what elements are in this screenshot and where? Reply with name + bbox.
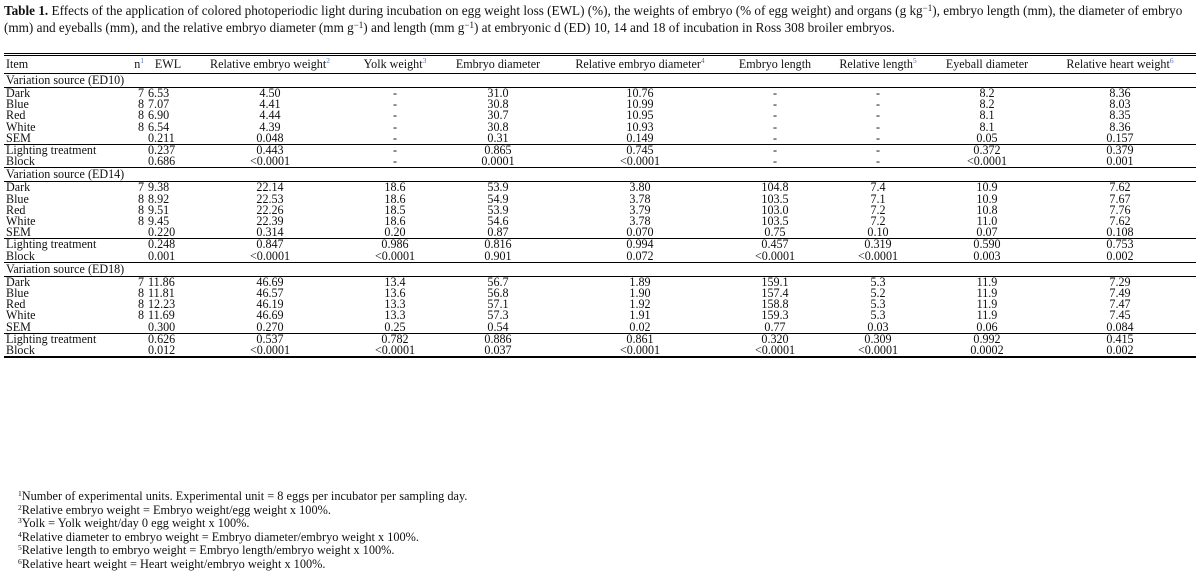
stats-row	[4, 145, 1196, 157]
table-cell: 8.1	[979, 108, 995, 123]
table-cell: 158.8	[761, 297, 789, 312]
table-cell	[122, 251, 146, 263]
stats-row	[4, 251, 1196, 263]
table-cell: 6.53	[148, 86, 170, 100]
table-cell: 0.87	[487, 225, 509, 240]
caption-text: Effects of the application of colored photoperiodic light during incubation on egg weight loss (EWL) (%), the weights of embryo (% of egg weight) and organs (g kg	[48, 3, 923, 18]
table-cell: -	[772, 130, 778, 145]
table-cell: 0.06	[976, 319, 998, 334]
table-cell: 0.07	[976, 225, 998, 240]
table-cell: 10.8	[976, 202, 998, 217]
table-row	[4, 122, 1196, 133]
table-cell: 0.072	[626, 248, 654, 263]
table-cell: <0.0001	[966, 154, 1008, 169]
column-header: Embryo diameter	[455, 57, 541, 71]
table-cell: 7.45	[1109, 308, 1131, 323]
table-cell: 0.847	[190, 239, 350, 251]
table-cell: 7.47	[1109, 297, 1131, 312]
table-cell: 30.8	[487, 97, 509, 112]
table-cell: 8.2	[979, 97, 995, 112]
table-cell: 1.90	[629, 286, 651, 301]
table-header-row	[4, 55, 1196, 74]
table-cell: 0.590	[930, 239, 1044, 251]
table-cell: 0.10	[867, 225, 889, 240]
table-cell: 0.0001	[481, 154, 515, 169]
table-cell: -	[724, 145, 826, 157]
table-cell: 1.89	[629, 274, 651, 289]
table-cell: 0.379	[1044, 145, 1196, 157]
table-cell: 103.5	[761, 214, 789, 229]
table-cell	[122, 239, 146, 251]
table-cell: 57.3	[487, 308, 509, 323]
table-cell: 103.0	[761, 202, 789, 217]
table-cell: 9.45	[148, 214, 170, 229]
table-cell: Block	[6, 248, 35, 263]
table-cell: 7.07	[148, 97, 170, 112]
table-cell: 18.6	[384, 180, 406, 195]
table-cell: -	[875, 86, 881, 100]
table-cell: 11.86	[148, 274, 175, 289]
table-row	[4, 288, 1196, 299]
footnote: $^1$Number of experimental units. Experimental unit = 8 eggs per incubator per sampling day.	[18, 489, 468, 503]
footnote: $^3$Yolk = Yolk weight/day 0 egg weight x 100%.	[18, 516, 250, 531]
table-cell: -	[826, 145, 930, 157]
table-cell: 8	[137, 108, 144, 123]
table-cell: 12.23	[148, 297, 176, 312]
table-cell: 5.3	[870, 308, 886, 323]
table-cell: -	[350, 145, 440, 157]
table-cell: 7.2	[870, 214, 886, 229]
table-cell: 11.81	[148, 286, 175, 301]
table-cell: -	[772, 119, 778, 134]
table-cell: 30.7	[487, 108, 509, 123]
table-cell: 13.3	[384, 297, 406, 312]
table-body	[4, 74, 1196, 358]
table-cell: 46.69	[256, 308, 284, 323]
table-cell: Dark	[6, 180, 31, 195]
table-cell: 8.03	[1109, 97, 1131, 112]
table-cell: 0.001	[148, 248, 176, 263]
table-cell: 7	[137, 274, 144, 289]
table-cell: 54.6	[487, 214, 509, 229]
table-cell: 46.57	[256, 286, 284, 301]
table-cell	[122, 227, 146, 239]
table-cell: <0.0001	[754, 248, 796, 263]
table-cell: 0.002	[1044, 345, 1196, 357]
table-cell: Lighting treatment	[4, 145, 122, 157]
column-header: Item	[6, 57, 29, 71]
table-cell: 0.084	[1106, 319, 1134, 334]
footnote: $^6$Relative heart weight = Heart weight/embryo weight x 100%.	[18, 556, 326, 571]
table-cell	[122, 156, 146, 168]
table-cell: 8.36	[1109, 86, 1131, 100]
table-cell: 0.986	[350, 239, 440, 251]
table-cell: 0.686	[148, 154, 176, 169]
table-cell: 0.012	[146, 345, 190, 357]
table-cell: 57.1	[487, 297, 509, 312]
table-cell: 0.54	[487, 319, 509, 334]
table-cell: Red	[6, 297, 26, 312]
table-cell: 8.92	[148, 191, 170, 206]
table-cell: 0.753	[1044, 239, 1196, 251]
table-cell: 0.901	[484, 248, 512, 263]
table-cell: 0.02	[629, 319, 651, 334]
table-row	[4, 205, 1196, 216]
table-cell: 0.0002	[930, 345, 1044, 357]
table-cell: 10.76	[626, 86, 654, 100]
table-cell: 22.14	[256, 180, 284, 195]
table-cell: 10.9	[976, 180, 998, 195]
table-row	[4, 99, 1196, 110]
table-cell: 7.4	[870, 180, 886, 195]
table-cell	[122, 333, 146, 345]
table-cell: <0.0001	[374, 248, 416, 263]
table-cell: 5.2	[870, 286, 886, 301]
table-cell: 103.5	[761, 191, 789, 206]
section-title: Variation source (ED18)	[4, 262, 1196, 276]
table-cell: 10.95	[626, 108, 654, 123]
table-cell: 7.62	[1109, 214, 1131, 229]
footnote: $^5$Relative length to embryo weight = Embryo length/embryo weight x 100%.	[18, 543, 395, 558]
table-cell: 3.80	[629, 180, 651, 195]
table-cell: 0.443	[190, 145, 350, 157]
column-header: Yolk weight$^3$	[363, 56, 427, 71]
results-table	[4, 53, 1196, 358]
table-cell: 53.9	[487, 202, 509, 217]
table-cell: -	[392, 86, 398, 100]
table-cell: 7.62	[1109, 180, 1131, 195]
table-cell: 0.537	[190, 333, 350, 345]
section-header-row	[4, 168, 1196, 182]
table-cell: 10.93	[626, 119, 654, 134]
table-label: Table 1.	[4, 3, 49, 18]
footnote: $^2$Relative embryo weight = Embryo weight/egg weight x 100%.	[18, 502, 331, 517]
table-cell: Red	[6, 202, 26, 217]
table-cell: 13.3	[384, 308, 406, 323]
table-cell: 3.78	[629, 191, 651, 206]
table-cell: 13.6	[384, 286, 406, 301]
table-cell: -	[772, 154, 778, 169]
table-cell: 11.69	[148, 308, 175, 323]
table-cell: 4.39	[259, 119, 281, 134]
table-cell: Dark	[6, 274, 31, 289]
table-cell: Lighting treatment	[4, 333, 122, 345]
table-cell: SEM	[6, 225, 31, 240]
table-row	[4, 133, 1196, 145]
table-cell: -	[772, 86, 778, 100]
table-cell: 0.865	[440, 145, 556, 157]
table-cell: 0.002	[1106, 248, 1134, 263]
table-cell: 46.19	[256, 297, 284, 312]
table-cell: Block	[6, 154, 35, 169]
table-cell: 0.309	[826, 333, 930, 345]
table-row	[4, 88, 1196, 100]
table-cell: 8	[137, 214, 144, 229]
table-cell: White	[6, 214, 36, 229]
table-cell: -	[392, 108, 398, 123]
column-header: Relative length$^5$	[839, 56, 917, 71]
table-cell: Block	[4, 345, 122, 357]
table-cell: 8	[137, 286, 144, 301]
table-cell: 8	[137, 202, 144, 217]
table-cell: <0.0001	[249, 248, 291, 263]
table-cell: 0.319	[826, 239, 930, 251]
table-cell: 0.270	[256, 319, 284, 334]
table-cell	[122, 133, 146, 145]
table-cell: 10.99	[626, 97, 654, 112]
table-row	[4, 322, 1196, 334]
table-cell: 1.92	[629, 297, 651, 312]
table-row	[4, 299, 1196, 310]
table-cell: 8.35	[1109, 108, 1131, 123]
column-header: Relative embryo weight$^2$	[210, 56, 330, 71]
table-cell: 0.149	[626, 130, 654, 145]
table-cell: 0.070	[626, 225, 654, 240]
footnotes	[18, 490, 467, 572]
table-cell: <0.0001	[826, 345, 930, 357]
table-cell: 157.4	[761, 286, 789, 301]
table-cell: 30.8	[487, 119, 509, 134]
table-cell: <0.0001	[249, 154, 291, 169]
table-cell: 0.05	[976, 130, 998, 145]
table-cell: 7	[137, 180, 144, 195]
stats-row	[4, 239, 1196, 251]
table-cell: 0.248	[146, 239, 190, 251]
table-cell: 18.6	[384, 214, 406, 229]
table-cell: 0.75	[764, 225, 786, 240]
stats-row	[4, 345, 1196, 357]
table-cell: 8	[137, 297, 144, 312]
table-cell: 0.314	[256, 225, 284, 240]
column-header: EWL	[154, 57, 182, 71]
table-cell: <0.0001	[619, 154, 661, 169]
table-cell: 9.38	[148, 180, 170, 195]
table-cell: 22.39	[256, 214, 284, 229]
table-cell: 0.20	[384, 225, 406, 240]
table-cell: 0.992	[930, 333, 1044, 345]
footnote: $^4$Relative diameter to embryo weight = Embryo diameter/embryo weight x 100%.	[18, 529, 420, 544]
table-cell: 8	[137, 119, 144, 134]
stats-row	[4, 156, 1196, 168]
table-row	[4, 227, 1196, 239]
table-cell: 0.037	[440, 345, 556, 357]
table-cell: White	[6, 308, 36, 323]
table-cell: 7.67	[1109, 191, 1131, 206]
column-header: Relative embryo diameter$^4$	[575, 56, 705, 71]
stats-row	[4, 333, 1196, 345]
table-cell: 0.77	[764, 319, 786, 334]
table-cell: 104.8	[761, 180, 789, 195]
table-cell: Blue	[6, 191, 29, 206]
table-cell: 0.994	[556, 239, 724, 251]
table-cell: <0.0001	[556, 345, 724, 357]
table-cell: 0.220	[148, 225, 176, 240]
table-cell: -	[772, 97, 778, 112]
table-cell: 0.108	[1106, 225, 1134, 240]
table-row	[4, 194, 1196, 205]
table-cell: -	[875, 97, 881, 112]
table-cell: 0.320	[724, 333, 826, 345]
table-cell: <0.0001	[190, 345, 350, 357]
table-cell: 159.3	[761, 308, 789, 323]
table-cell: 6.54	[148, 119, 170, 134]
table-cell: 7.49	[1109, 286, 1131, 301]
table-cell: 8	[137, 97, 144, 112]
table-caption: Table 1. Effects of the application of colored photoperiodic light during incubation on egg weight loss (EWL) (%), the weights of embryo (% of egg weight) and organs (g $kg^{-1}$), embryo length (mm), the diameter of embryo (mm) and eyeballs (mm), and the relative embryo diameter (mm $g^{-1}$) and length (mm $g^{-1}$) at embryonic d (ED) 10, 14 and 18 of incubation in Ross 308 broiler embryos.	[4, 3, 1183, 35]
table-cell: 18.5	[384, 202, 406, 217]
section-header-row	[4, 74, 1196, 88]
table-cell: Dark	[6, 86, 31, 100]
table-cell: SEM	[6, 319, 31, 334]
table-row	[4, 182, 1196, 194]
column-header: Relative heart weight$^6$	[1066, 56, 1174, 71]
table-cell: 0.31	[487, 130, 509, 145]
table-cell	[122, 345, 146, 357]
table-cell	[122, 322, 146, 334]
table-cell: 0.861	[556, 333, 724, 345]
table-row	[4, 276, 1196, 288]
table-cell: 11.0	[976, 214, 998, 229]
table-cell: 0.816	[440, 239, 556, 251]
table-cell: 0.003	[973, 248, 1001, 263]
table-cell: 11.9	[976, 308, 998, 323]
table-cell: 56.7	[487, 274, 509, 289]
table-cell: <0.0001	[724, 345, 826, 357]
table-cell: 11.9	[976, 286, 998, 301]
table-cell: -	[875, 130, 881, 145]
table-cell: 18.6	[384, 191, 406, 206]
table-cell: 7	[137, 86, 144, 100]
section-header-row	[4, 262, 1196, 276]
table-cell: 11.9	[976, 297, 998, 312]
table-cell: 0.211	[148, 130, 175, 145]
table-cell	[122, 145, 146, 157]
table-cell: 56.8	[487, 286, 509, 301]
table-cell: 53.9	[487, 180, 509, 195]
table-cell: 0.03	[867, 319, 889, 334]
table-cell: 6.90	[148, 108, 170, 123]
table-cell: 7.29	[1109, 274, 1131, 289]
table-row	[4, 310, 1196, 321]
table-row	[4, 216, 1196, 227]
table-cell: 31.0	[487, 86, 509, 100]
table-cell: 3.79	[629, 202, 651, 217]
table-cell: SEM	[6, 130, 31, 145]
table-cell: 1.91	[629, 308, 651, 323]
table-cell: 0.782	[350, 333, 440, 345]
table-cell: 8	[137, 191, 144, 206]
table-cell: 8.1	[979, 119, 995, 134]
table-row	[4, 110, 1196, 121]
table-cell: 10.9	[976, 191, 998, 206]
table-cell: 9.51	[148, 202, 170, 217]
table-cell: 0.415	[1044, 333, 1196, 345]
table-cell: 22.26	[256, 202, 284, 217]
table-cell: 54.9	[487, 191, 509, 206]
table-cell: 8	[137, 308, 144, 323]
table-cell: 0.157	[1106, 130, 1134, 145]
table-cell: White	[6, 119, 36, 134]
table-cell: 0.300	[148, 319, 176, 334]
table-cell: 4.44	[259, 108, 281, 123]
table-cell: -	[392, 97, 398, 112]
table-cell: 8.36	[1109, 119, 1131, 134]
table-cell: -	[392, 119, 398, 134]
table-cell: 159.1	[761, 274, 789, 289]
table-cell: 0.25	[384, 319, 406, 334]
table-cell: Lighting treatment	[4, 239, 122, 251]
table-cell: Red	[6, 108, 26, 123]
section-title: Variation source (ED14)	[4, 168, 1196, 182]
table-cell: 22.53	[256, 191, 284, 206]
table-cell: 7.1	[870, 191, 886, 206]
table-cell: 5.3	[870, 274, 886, 289]
table-cell: -	[772, 108, 778, 123]
table-cell: -	[875, 119, 881, 134]
table-cell: 0.237	[146, 145, 190, 157]
table-cell: 3.78	[629, 214, 651, 229]
table-cell: 0.457	[724, 239, 826, 251]
table-cell: <0.0001	[857, 248, 899, 263]
table-cell: <0.0001	[350, 345, 440, 357]
table-cell: 46.69	[256, 274, 284, 289]
table-cell: -	[392, 154, 398, 169]
table-cell: 7.76	[1109, 202, 1131, 217]
section-title: Variation source (ED10)	[4, 74, 1196, 88]
column-header: Embryo length	[738, 57, 812, 71]
table-cell: 0.048	[256, 130, 284, 145]
column-header: $n^1$	[134, 56, 144, 71]
table-cell: Blue	[6, 97, 29, 112]
table-cell: 0.001	[1106, 154, 1134, 169]
table-cell: 0.626	[146, 333, 190, 345]
table-cell: Blue	[6, 286, 29, 301]
table-cell: 13.4	[384, 274, 406, 289]
table-cell: 4.50	[259, 86, 281, 100]
table-cell: -	[392, 130, 398, 145]
table-cell: 8.2	[979, 86, 995, 100]
table-cell: 4.41	[259, 97, 281, 112]
table-cell: 7.2	[870, 202, 886, 217]
table-cell: 5.3	[870, 297, 886, 312]
table-cell: 0.372	[930, 145, 1044, 157]
table-cell: 0.745	[556, 145, 724, 157]
column-header: Eyeball diameter	[945, 57, 1029, 71]
table-cell: 11.9	[976, 274, 998, 289]
table-cell: 0.886	[440, 333, 556, 345]
table-cell: -	[875, 154, 881, 169]
table-cell: -	[875, 108, 881, 123]
